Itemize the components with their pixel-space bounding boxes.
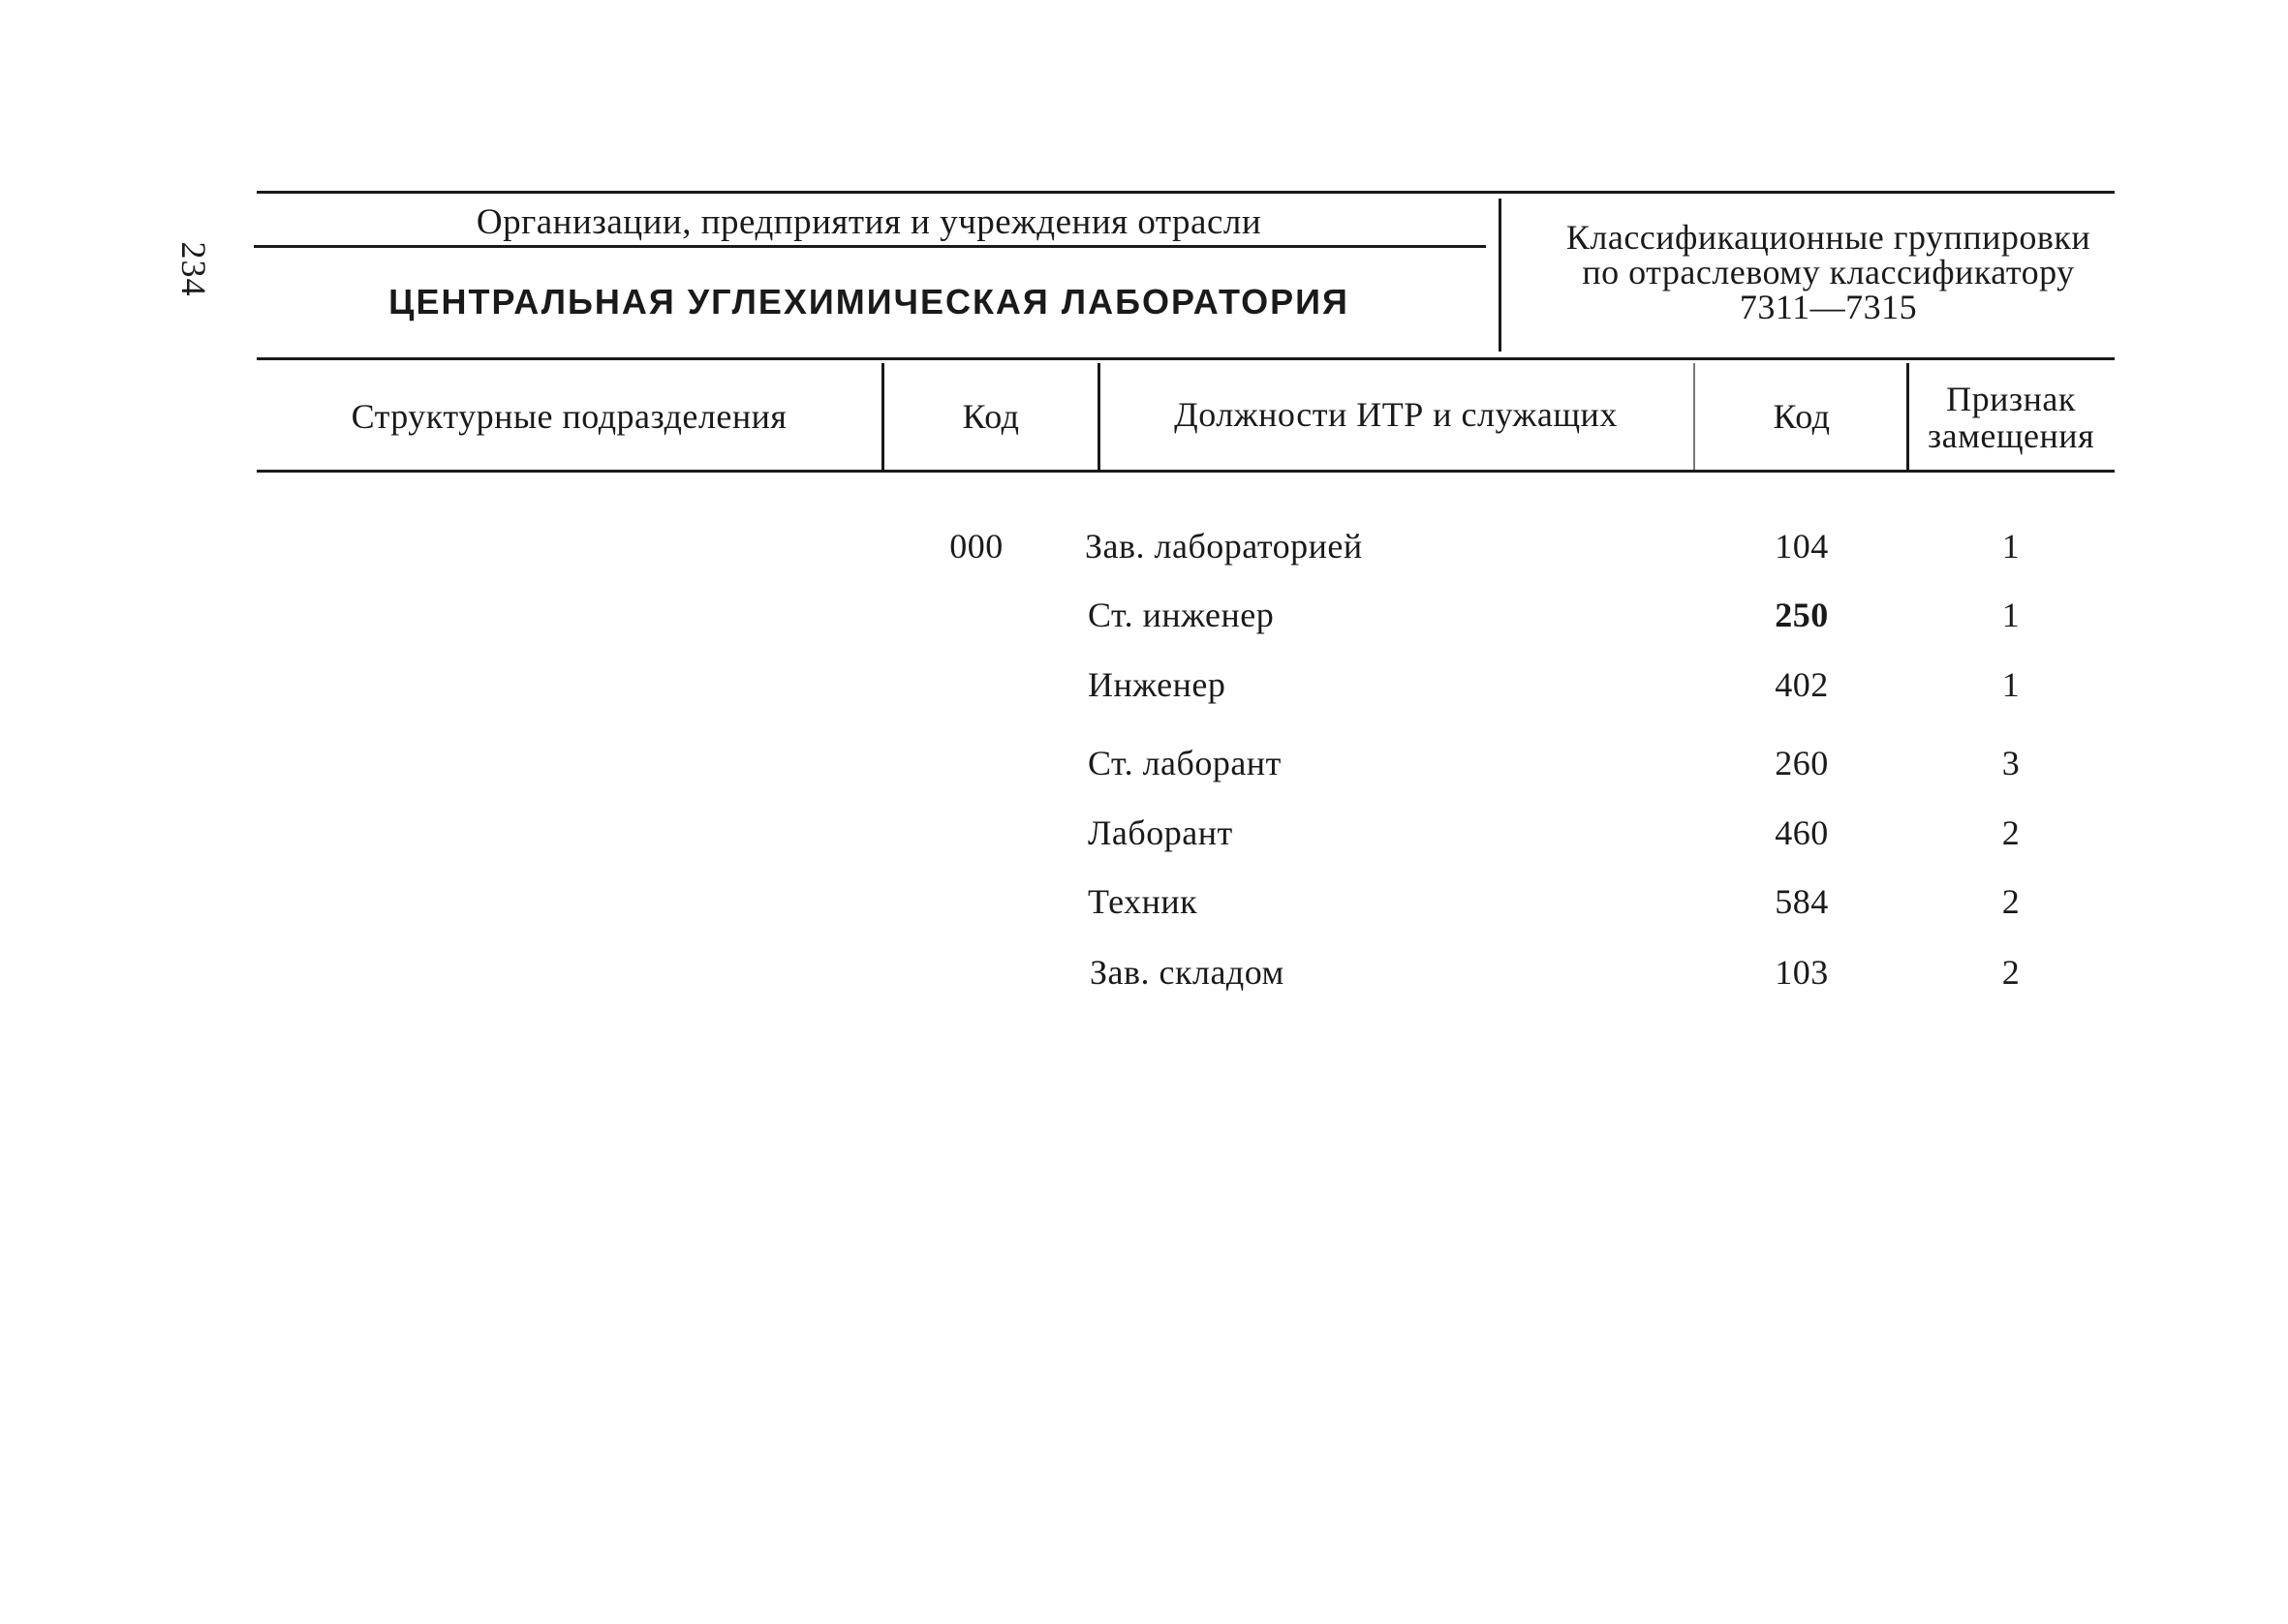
table-cell-position: Ст. инженер (1088, 596, 1275, 634)
table-cell-position: Зав. лабораторией (1085, 527, 1363, 566)
org-label-rule (254, 245, 1486, 248)
classification-block (1516, 220, 2141, 324)
col-header-positions: Должности ИТР и служащих (1174, 395, 1618, 434)
table-cell-position: Инженер (1088, 665, 1226, 704)
table-cell-position: Ст. лаборант (1088, 744, 1282, 782)
table-cell-replacement-sign: 1 (2001, 596, 2021, 634)
column-header-bottom-rule (257, 470, 2115, 473)
table-cell-replacement-sign: 3 (2001, 744, 2021, 782)
org-name: ЦЕНТРАЛЬНАЯ УГЛЕХИМИЧЕСКАЯ ЛАБОРАТОРИЯ (388, 282, 1349, 322)
col-header-unit-code: Код (962, 397, 1020, 436)
replacement-sign-line-1: Признак (1946, 380, 2076, 418)
classification-line-3: 7311—7315 (1739, 288, 1918, 326)
table-cell-position-code: 402 (1775, 665, 1829, 704)
table-cell-position: Лаборант (1088, 813, 1233, 852)
table-cell-position-code: 250 (1775, 596, 1829, 634)
table-cell-position: Техник (1088, 882, 1198, 921)
col-header-replacement-sign (1909, 381, 2113, 454)
top-rule (257, 191, 2115, 194)
table-cell-replacement-sign: 2 (2001, 813, 2021, 852)
table-cell-replacement-sign: 1 (2001, 665, 2021, 704)
col-header-structural-units: Структурные подразделения (351, 397, 788, 436)
table-cell-replacement-sign: 2 (2001, 882, 2021, 921)
table-cell-replacement-sign: 1 (2001, 527, 2021, 566)
table-cell-replacement-sign: 2 (2001, 953, 2021, 992)
classification-line-1: Классификационные группировки (1565, 218, 2091, 257)
table-cell-position-code: 103 (1775, 953, 1829, 992)
org-label: Организации, предприятия и учреждения отрасли (476, 202, 1262, 242)
table-cell-position-code: 460 (1775, 813, 1829, 852)
header-bottom-rule (257, 357, 2115, 360)
page-number: 234 (174, 241, 213, 297)
table-cell-position: Зав. складом (1090, 953, 1284, 992)
header-divider (1499, 199, 1501, 352)
table-cell-unit-code: 000 (949, 527, 1004, 566)
classification-line-2: по отраслевому классификатору (1582, 253, 2075, 291)
col-header-position-code: Код (1773, 397, 1831, 436)
table-cell-position-code: 260 (1775, 744, 1829, 782)
table-cell-position-code: 104 (1775, 527, 1829, 566)
replacement-sign-line-2: замещения (1927, 416, 2095, 455)
table-cell-position-code: 584 (1775, 882, 1829, 921)
